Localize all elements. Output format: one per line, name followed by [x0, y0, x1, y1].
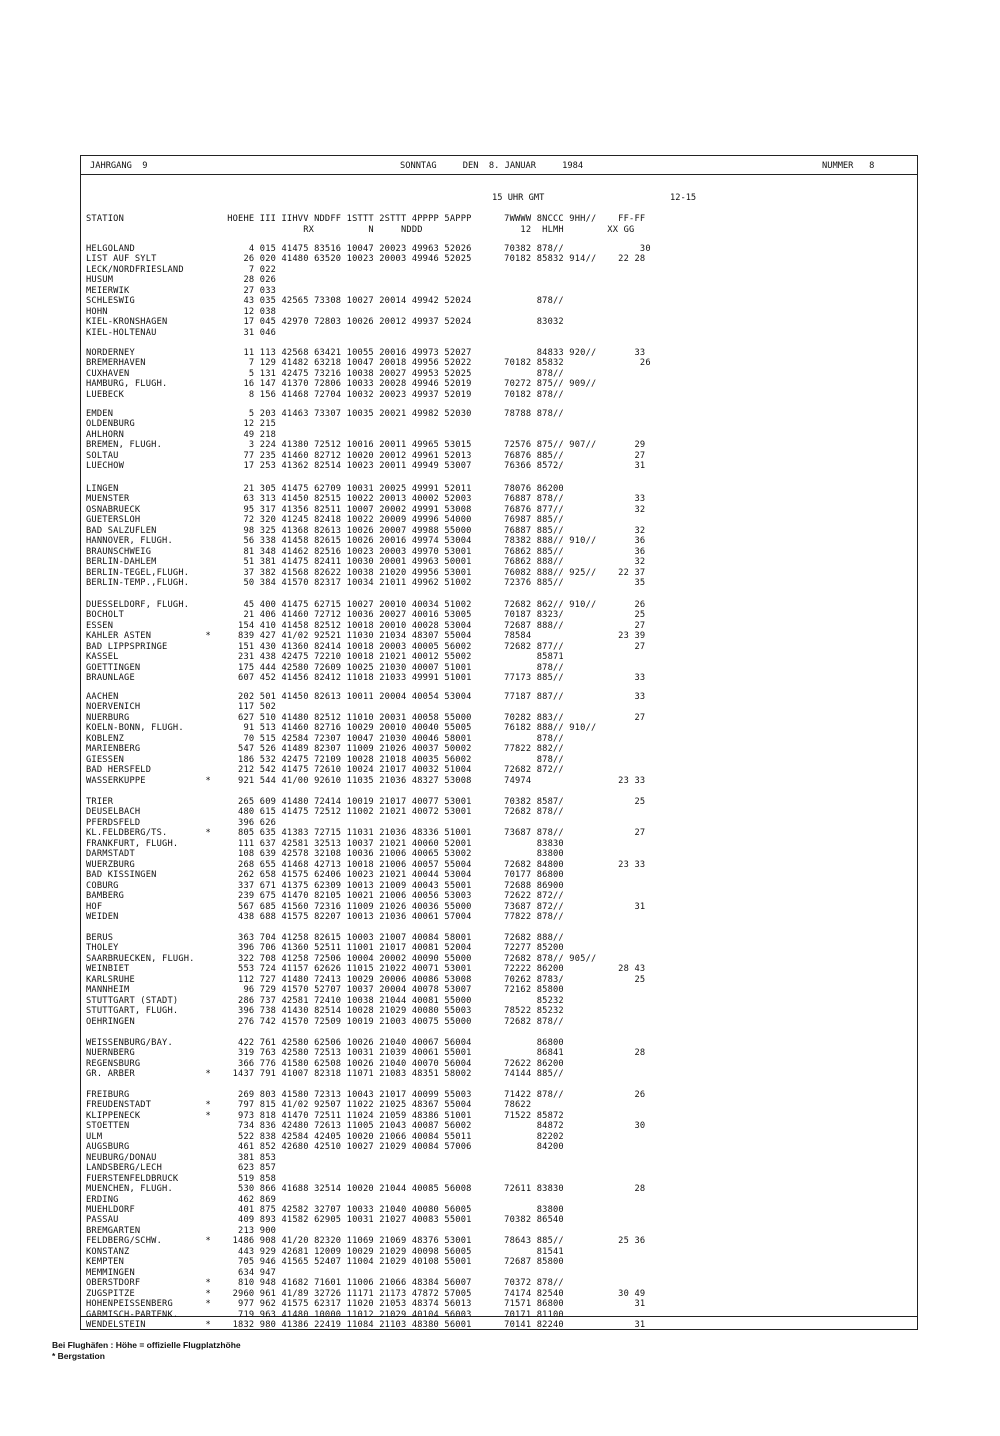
station-row: KEMPTEN 705 946 41565 52407 11004 21029 40108 55001 72687 85800 — [86, 1257, 564, 1268]
jahrgang-label: JAHRGANG 9 — [90, 161, 148, 171]
station-row: BAD LIPPSPRINGE 151 430 41360 82414 10018 20003 40005 56002 72682 877// 27 — [86, 641, 646, 652]
station-row: KONSTANZ 443 929 42681 12009 10029 21029 40098 56005 81541 — [86, 1246, 564, 1257]
station-row: WASSERKUPPE * 921 544 41/00 92610 11035 21036 48327 53008 74974 23 33 — [86, 775, 646, 786]
station-row: WENDELSTEIN * 1832 980 41386 22419 11084 21103 48380 56001 70141 82240 31 — [86, 1319, 646, 1330]
station-row: LECK/NORDFRIESLAND 7 022 — [86, 264, 277, 275]
station-row: DEUSELBACH 480 615 41475 72512 11002 21021 40072 53001 72682 878// — [86, 807, 564, 818]
station-row: LINGEN 21 305 41475 62709 10031 20025 49991 52011 78076 86200 — [86, 484, 564, 494]
station-row: OLDENBURG 12 215 — [86, 419, 277, 430]
station-row: STUTTGART, FLUGH. 396 738 41430 82514 10028 21029 40080 55003 78522 85232 — [86, 1006, 564, 1017]
station-row: LANDSBERG/LECH 623 857 — [86, 1163, 277, 1174]
station-row: BOCHOLT 21 406 41460 72712 10036 20027 40016 53005 70187 8323/ 25 — [86, 610, 646, 621]
station-row: REGENSBURG 366 776 41580 62508 10026 21040 40070 56004 72622 86200 — [86, 1058, 564, 1069]
footnote-mountain: * Bergstation — [52, 1351, 105, 1361]
station-row: KLIPPENECK * 973 818 41470 72511 11024 21059 48386 51001 71522 85872 — [86, 1110, 564, 1121]
station-group — [86, 797, 645, 922]
station-row: HOF 567 685 41560 72316 11009 21026 40036 55000 73687 872// 31 — [86, 901, 646, 912]
station-group — [86, 1090, 645, 1330]
station-row: PFERDSFELD 396 626 — [86, 817, 277, 828]
station-row: HUSUM 28 026 — [86, 275, 277, 286]
station-row: MEIERWIK 27 033 — [86, 285, 277, 296]
station-row: HOHENPEISSENBERG * 977 962 41575 62317 11020 21053 48374 56013 71571 86800 31 — [86, 1299, 646, 1310]
station-row: AACHEN 202 501 41450 82613 10011 20004 40054 53004 77187 887// 33 — [86, 692, 646, 702]
station-row: FREUDENSTADT * 797 815 41/02 92507 11022 21025 48367 55004 78622 — [86, 1100, 532, 1111]
station-row: LUEBECK 8 156 41468 72704 10032 20023 49937 52019 70182 878// — [86, 389, 564, 400]
station-row: OSNABRUECK 95 317 41356 82511 10007 20002 49991 53008 76876 877// 32 — [86, 504, 646, 515]
station-row: HAMBURG, FLUGH. 16 147 41370 72806 10033 20028 49946 52019 70272 875// 909// — [86, 379, 597, 390]
station-row: BAD HERSFELD 212 542 41475 72610 10024 21017 40032 51004 72682 872// — [86, 765, 564, 776]
station-row: FREIBURG 269 803 41580 72313 10043 21017 40099 55003 71422 878// 26 — [86, 1090, 646, 1100]
station-row: SOLTAU 77 235 41460 82712 10020 20012 49961 52013 76876 885// 27 — [86, 450, 646, 461]
station-row: MUENCHEN, FLUGH. 530 866 41688 32514 10020 21044 40085 56008 72611 83830 28 — [86, 1184, 646, 1195]
station-row: GARMISCH-PARTENK. 719 963 41480 10000 11012 21029 40104 56003 70171 81100 — [86, 1309, 564, 1320]
period-range: 12-15 — [670, 193, 697, 203]
station-group — [86, 409, 645, 472]
station-row: MEMMINGEN 634 947 — [86, 1267, 277, 1278]
station-row: TRIER 265 609 41480 72414 10019 21017 40077 53001 70382 8587/ 25 — [86, 797, 646, 807]
station-row: GIESSEN 186 532 42475 72109 10028 21018 40035 56002 878// — [86, 754, 564, 765]
station-row: DUESSELDORF, FLUGH. 45 400 41475 62715 10027 20010 40034 51002 72682 862// 910// 26 — [86, 600, 646, 610]
footnote-airport: Bei Flughäfen : Höhe = offizielle Flugplatzhöhe — [52, 1340, 241, 1350]
station-row: STOETTEN 734 836 42480 72613 11005 21043 40087 56002 84872 30 — [86, 1121, 646, 1132]
station-row: GUETERSLOH 72 320 41245 82418 10022 20009 49996 54000 76987 885// — [86, 515, 564, 526]
station-row: BREMERHAVEN 7 129 41482 63218 10047 20018 49956 52022 70182 85832 26 — [86, 358, 651, 369]
station-row: MUEHLDORF 401 875 42582 32707 10033 21040 40080 56005 83800 — [86, 1204, 564, 1215]
station-row: HELGOLAND 4 015 41475 83516 10047 20023 49963 52026 70382 878// 30 — [86, 244, 651, 254]
station-group — [86, 933, 645, 1027]
station-row: KARLSRUHE 112 727 41480 72413 10029 20006 40086 53008 70262 8783/ 25 — [86, 974, 646, 985]
station-row: LUECHOW 17 253 41362 82514 10023 20011 49949 53007 76366 8572/ 31 — [86, 461, 646, 472]
station-row: CUXHAVEN 5 131 42475 73216 10038 20027 49953 52025 878// — [86, 368, 564, 379]
station-row: ERDING 462 869 — [86, 1194, 277, 1205]
date-label: SONNTAG DEN 8. JANUAR 1984 — [400, 161, 584, 171]
station-row: NUERNBERG 319 763 42580 72513 10031 21039 40061 55001 86841 28 — [86, 1048, 646, 1059]
station-row: BAD KISSINGEN 262 658 41575 62406 10023 21021 40044 53004 70177 86800 — [86, 870, 564, 881]
station-row: BAMBERG 239 675 41470 82105 10021 21006 40056 53003 72622 872// — [86, 891, 564, 902]
station-row: NOERVENICH 117 502 — [86, 702, 277, 713]
station-row: OEHRINGEN 276 742 41570 72509 10019 21003 40075 55000 72682 878// — [86, 1016, 564, 1027]
station-row: MANNHEIM 96 729 41570 52707 10037 20004 40078 53007 72162 85800 — [86, 985, 564, 996]
station-row: KOELN-BONN, FLUGH. 91 513 41460 82716 10029 20010 40040 55005 76182 888// 910// — [86, 723, 597, 734]
station-row: LIST AUF SYLT 26 020 41480 63520 10023 20003 49946 52025 70182 85832 914// 22 28 — [86, 254, 646, 265]
station-row: BERUS 363 704 41258 82615 10003 21007 40084 58001 72682 888// — [86, 933, 564, 943]
station-row: SAARBRUECKEN, FLUGH. 322 708 41258 72506 10004 20002 40090 55000 72682 878// 905// — [86, 953, 597, 964]
station-row: BRAUNSCHWEIG 81 348 41462 82516 10023 20003 49970 53001 76862 885// 36 — [86, 546, 646, 557]
station-row: KAHLER ASTEN * 839 427 41/02 92521 11030 21034 48307 55004 78584 23 39 — [86, 631, 646, 642]
station-row: NORDERNEY 11 113 42568 63421 10055 20016 49973 52027 84833 920// 33 — [86, 348, 646, 358]
station-group — [86, 244, 651, 338]
station-row: AHLHORN 49 218 — [86, 429, 277, 440]
station-row: DARMSTADT 108 639 42578 32108 10036 21006 40065 53002 83800 — [86, 849, 564, 860]
station-row: ESSEN 154 410 41458 82512 10018 20010 40028 53004 72687 888// 27 — [86, 620, 646, 631]
station-row: AUGSBURG 461 852 42680 42510 10027 21029 40084 57006 84200 — [86, 1142, 564, 1153]
station-row: BRAUNLAGE 607 452 41456 82412 11018 21033 49991 51001 77173 885// 33 — [86, 673, 646, 684]
station-row: OBERSTDORF * 810 948 41682 71601 11006 21066 48384 56007 70372 878// — [86, 1278, 564, 1289]
issue-number: NUMMER 8 — [822, 161, 875, 171]
station-row: STUTTGART (STADT) 286 737 42581 72410 10038 21044 40081 55000 85232 — [86, 995, 564, 1006]
station-row: ZUGSPITZE * 2960 961 41/89 32726 11171 21173 47872 57005 74174 82540 30 49 — [86, 1288, 646, 1299]
station-row: PASSAU 409 893 41582 62905 10031 21027 40083 55001 70382 86540 — [86, 1215, 564, 1226]
station-group — [86, 600, 645, 684]
station-row: BREMEN, FLUGH. 3 224 41380 72512 10016 20011 49965 53015 72576 875// 907// 29 — [86, 440, 646, 451]
station-row: BERLIN-TEGEL,FLUGH. 37 382 41568 82622 10038 21020 49956 53001 76082 888// 925// 22 37 — [86, 567, 646, 578]
station-group — [86, 348, 651, 400]
station-row: WEINBIET 553 724 41157 62626 11015 21022 40071 53001 72222 86200 28 43 — [86, 964, 646, 975]
station-row: GR. ARBER * 1437 791 41007 82318 11071 21083 48351 58002 74144 885// — [86, 1069, 564, 1080]
station-row: HOHN 12 038 — [86, 306, 277, 317]
column-header-row-1: STATION HOEHE III IIHVV NDDFF 1STTT 2STTT 4PPPP 5APPP 7WWWW 8NCCC 9HH// FF-FF — [86, 214, 646, 224]
station-row: KOBLENZ 70 515 42584 72307 10047 21030 40046 58001 878// — [86, 733, 564, 744]
station-row: KIEL-KRONSHAGEN 17 045 42970 72803 10026 20012 49937 52024 83032 — [86, 317, 564, 328]
station-group — [86, 692, 645, 786]
station-row: BREMGARTEN 213 900 — [86, 1225, 277, 1236]
station-row: GOETTINGEN 175 444 42580 72609 10025 21030 40007 51001 878// — [86, 662, 564, 673]
station-group — [86, 1038, 645, 1080]
station-row: COBURG 337 671 41375 62309 10013 21009 40043 55001 72688 86900 — [86, 880, 564, 891]
station-row: WUERZBURG 268 655 41468 42713 10018 21006 40057 55004 72682 84800 23 33 — [86, 859, 646, 870]
station-row: KIEL-HOLTENAU 31 046 — [86, 327, 277, 338]
station-row: WEISSENBURG/BAY. 422 761 42580 62506 10026 21040 40067 56004 86800 — [86, 1038, 564, 1048]
station-row: THOLEY 396 706 41360 52511 11001 21017 40081 52004 72277 85200 — [86, 943, 564, 954]
station-row: EMDEN 5 203 41463 73307 10035 20021 49982 52030 78788 878// — [86, 409, 564, 419]
column-header-row-2: RX N NDDD 12 HLMH XX GG — [86, 224, 635, 235]
station-row: BERLIN-TEMP.,FLUGH. 50 384 41570 82317 10034 21011 49962 51002 72376 885// 35 — [86, 578, 646, 589]
station-row: NUERBURG 627 510 41480 82512 11010 20031 40058 55000 70282 883// 27 — [86, 712, 646, 723]
station-row: KASSEL 231 438 42475 72210 10018 21021 40012 55002 85871 — [86, 652, 564, 663]
station-row: HANNOVER, FLUGH. 56 338 41458 82615 10026 20016 49974 53004 78382 888// 910// 36 — [86, 536, 646, 547]
station-row: MUENSTER 63 313 41450 82515 10022 20013 40002 52003 76887 878// 33 — [86, 494, 646, 505]
station-row: FELDBERG/SCHW. * 1486 908 41/20 82320 11069 21069 48376 53001 78643 885// 25 36 — [86, 1236, 646, 1247]
station-row: FUERSTENFELDBRUCK 519 858 — [86, 1173, 277, 1184]
observation-time: 15 UHR GMT — [492, 193, 545, 203]
station-row: NEUBURG/DONAU 381 853 — [86, 1152, 277, 1163]
station-row: ULM 522 838 42584 42405 10020 21066 40084 55011 82202 — [86, 1131, 564, 1142]
station-row: WEIDEN 438 688 41575 82207 10013 21036 40061 57004 77822 878// — [86, 911, 564, 922]
station-group — [86, 484, 645, 589]
station-row: MARIENBERG 547 526 41489 82307 11009 21026 40037 50002 77822 882// — [86, 744, 564, 755]
station-row: FRANKFURT, FLUGH. 111 637 42581 32513 10037 21021 40060 52001 83830 — [86, 838, 564, 849]
station-row: KL.FELDBERG/TS. * 805 635 41383 72715 11031 21036 48336 51001 73687 878// 27 — [86, 828, 646, 839]
station-row: BAD SALZUFLEN 98 325 41368 82613 10026 20007 49988 55000 76887 885// 32 — [86, 525, 646, 536]
station-row: SCHLESWIG 43 035 42565 73308 10027 20014 49942 52024 878// — [86, 296, 564, 307]
header-divider — [80, 174, 918, 175]
station-row: BERLIN-DAHLEM 51 381 41475 82411 10030 20001 49963 50001 76862 888// 32 — [86, 557, 646, 568]
